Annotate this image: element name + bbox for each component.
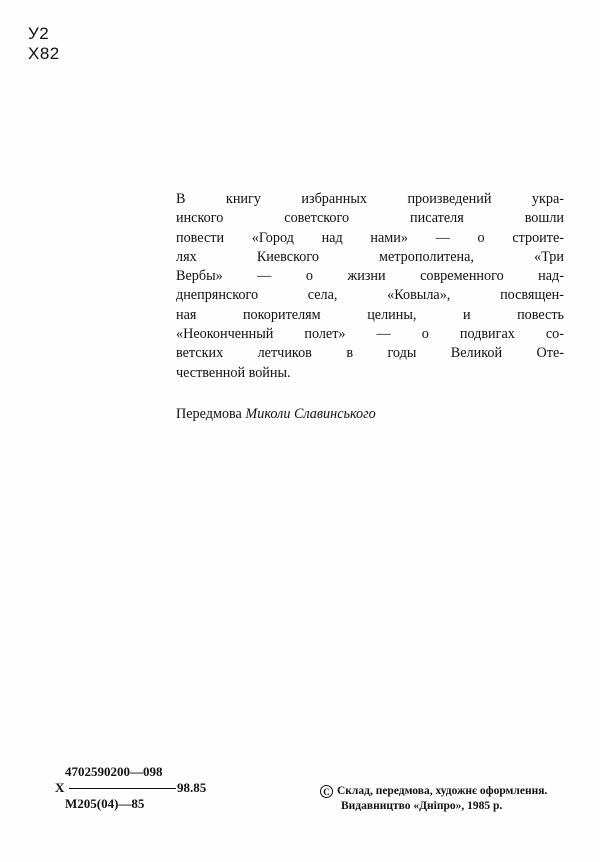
annotation-line: Вербы» — о жизни современного над- [176, 268, 564, 285]
annotation-line: чественной войны. [176, 364, 291, 381]
catalog-code-block [55, 764, 245, 812]
catalog-code-bottom: М205(04)—85 [65, 796, 145, 811]
annotation-line: В книгу избранных произведений укра- [176, 191, 564, 207]
copyright-line-2: Видавництво «Дніпро», 1985 р. [341, 800, 503, 812]
foreword-credit [176, 405, 376, 424]
foreword-author: Миколи Славинського [245, 406, 376, 422]
annotation-line: инского советского писателя вошли [176, 210, 564, 227]
annotation-line: ная покорителям целины, и повесть [176, 306, 564, 323]
catalog-code-top: 4702590200—098 [65, 764, 163, 779]
annotation-line: ветских летчиков в годы Великой Оте- [176, 345, 564, 362]
foreword-label: Передмова [176, 406, 242, 422]
copyright-notice [320, 784, 547, 814]
catalog-price-code: 98.85 [177, 780, 207, 795]
udc-line-2: Х82 [28, 44, 60, 63]
annotation-line: лях Киевского метрополитена, «Три [176, 248, 564, 265]
annotation-line: повести «Город над нами» — о строите- [176, 229, 564, 246]
udc-line-1: У2 [28, 24, 50, 43]
annotation-line: днепрянского села, «Ковыла», посвящен- [176, 287, 564, 304]
annotation-line: «Неоконченный полет» — о подвигах со- [176, 326, 564, 343]
copyright-line-1: Склад, передмова, художнє оформлення. [337, 785, 548, 797]
catalog-fraction-rule [69, 788, 176, 789]
catalog-x-letter: Х [55, 780, 65, 795]
udc-classification [28, 24, 60, 64]
copyright-icon: C [320, 785, 333, 798]
book-annotation [176, 190, 564, 383]
